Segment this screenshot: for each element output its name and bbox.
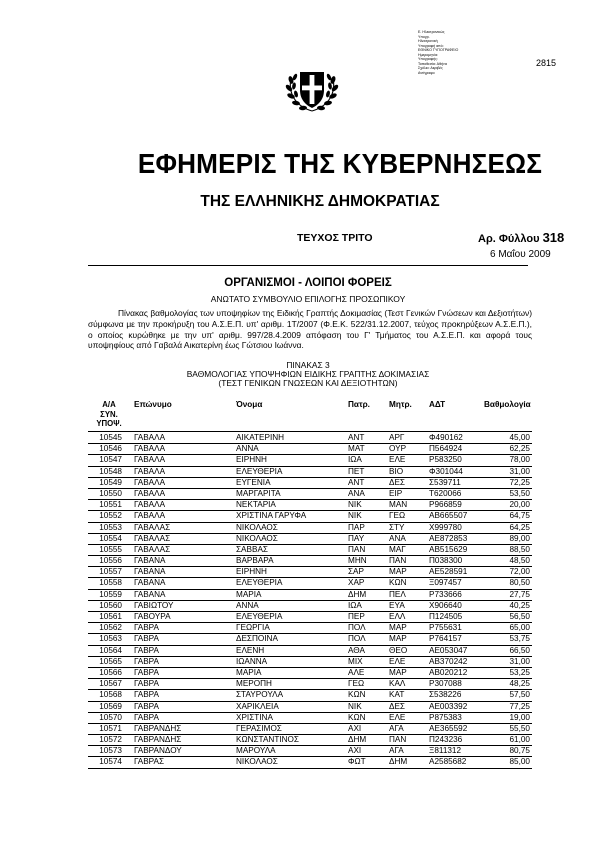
cell-id: ΑΕ872853 (429, 533, 468, 543)
table-row (0, 455, 595, 466)
cell-aa: 10556 (99, 556, 122, 566)
table-row (0, 702, 595, 713)
issue-label: ΤΕΥΧΟΣ ΤΡΙΤΟ (297, 232, 373, 244)
stamp-line: Υπογραφή από: (418, 43, 444, 48)
cell-score: 48,25 (509, 679, 530, 689)
cell-id: ΑΒ515629 (429, 544, 468, 554)
row-divider (88, 768, 532, 769)
cell-father: ΜΗΝ (348, 556, 367, 566)
cell-score: 78,00 (509, 455, 530, 465)
cell-aa: 10548 (99, 466, 122, 476)
cell-aa: 10558 (99, 578, 122, 588)
cell-score: 19,00 (509, 712, 530, 722)
cell-father: ΠΑΡ (348, 522, 365, 532)
cell-name: ΕΛΕΝΗ (236, 645, 265, 655)
cell-name: ΕΙΡΗΝΗ (236, 455, 267, 465)
cell-father: ΣΑΡ (348, 567, 364, 577)
cell-aa: 10563 (99, 634, 122, 644)
cell-mother: ΜΑΡ (389, 634, 407, 644)
sheet-number (478, 230, 564, 245)
score-table-body (0, 433, 595, 769)
cell-surname: ΓΑΒΡΑΝΔΗΣ (134, 723, 182, 733)
cell-name: ΑΝΝΑ (236, 444, 259, 454)
cell-score: 62,25 (509, 444, 530, 454)
cell-name: ΣΑΒΒΑΣ (236, 544, 268, 554)
cell-mother: ΕΛΛ (389, 612, 406, 621)
cell-name: ΑΙΚΑΤΕΡΙΝΗ (236, 433, 285, 442)
table-row (0, 601, 595, 612)
table-row (0, 489, 595, 500)
cell-surname: ΓΑΒΑΛΑΣ (134, 533, 171, 543)
cell-score: 27,75 (509, 589, 530, 599)
cell-score: 89,00 (509, 533, 530, 543)
cell-father: ΜΙΧ (348, 656, 363, 666)
gazette-subtitle: ΤΗΣ ΕΛΛΗΝΙΚΗΣ ΔΗΜΟΚΡΑΤΙΑΣ (200, 193, 440, 210)
cell-father: ΑΛΕ (348, 667, 365, 677)
cell-father: ΠΑΝ (348, 544, 366, 554)
table-row (0, 735, 595, 746)
table-title-line: ΒΑΘΜΟΛΟΓΙΑΣ ΥΠΟΨΗΦΙΩΝ ΕΙΔΙΚΗΣ ΓΡΑΠΤΗΣ ΔΟΚΙΜΑΣΙΑΣ (186, 369, 430, 379)
cell-name: ΝΙΚΟΛΑΟΣ (236, 757, 278, 767)
cell-aa: 10564 (99, 645, 122, 655)
cell-name: ΕΛΕΥΘΕΡΙΑ (236, 466, 283, 476)
cell-father: ΝΙΚ (348, 500, 362, 510)
cell-father: ΚΩΝ (348, 690, 366, 700)
cell-aa: 10574 (99, 757, 122, 767)
cell-name: ΧΑΡΙΚΛΕΙΑ (236, 701, 279, 711)
cell-id: ΑΕ003392 (429, 701, 468, 711)
cell-aa: 10565 (99, 656, 122, 666)
cell-mother: ΚΑΤ (389, 690, 405, 700)
table-row (0, 523, 595, 534)
cell-aa: 10569 (99, 701, 122, 711)
cell-mother: ΜΑΡ (389, 567, 407, 577)
cell-father: ΙΩΑ (348, 455, 362, 465)
cell-score: 56,50 (509, 612, 530, 621)
cell-name: ΑΝΝΑ (236, 600, 259, 610)
cell-score: 20,00 (509, 500, 530, 510)
cell-name: ΧΡΙΣΤΙΝΑ ΓΑΡΥΦΑ (236, 511, 307, 521)
cell-surname: ΓΑΒΡΑ (134, 701, 159, 711)
cell-id: Ρ583250 (429, 455, 462, 465)
cell-id: Τ620066 (429, 488, 462, 498)
stamp-line: Τοποθεσία: Αθήνα (418, 61, 447, 66)
cell-mother: ΕΛΕ (389, 656, 406, 666)
cell-aa: 10567 (99, 679, 122, 689)
cell-aa: 10555 (99, 544, 122, 554)
cell-score: 64,25 (509, 522, 530, 532)
cell-father: ΑΝΑ (348, 488, 365, 498)
cell-mother: ΠΑΝ (389, 735, 407, 745)
table-row (0, 578, 595, 589)
issue-date: 6 Μαΐου 2009 (490, 249, 551, 260)
cell-name: ΝΙΚΟΛΑΟΣ (236, 522, 278, 532)
cell-score: 57,50 (509, 690, 530, 700)
sheet-number-value: 318 (542, 230, 565, 245)
cell-score: 61,00 (509, 735, 530, 745)
cell-id: ΑΒ370242 (429, 656, 468, 666)
cell-score: 65,00 (509, 623, 530, 633)
stamp-line: Ε. Ηλεκτρονικώς (418, 30, 445, 34)
cell-id: Φ301044 (429, 466, 463, 476)
column-header-id: ΑΔΤ (429, 400, 446, 409)
cell-name: ΜΕΡΟΠΗ (236, 679, 272, 689)
cell-score: 48,50 (509, 556, 530, 566)
cell-surname: ΓΑΒΑΛΑ (134, 433, 166, 442)
cell-name: ΔΕΣΠΟΙΝΑ (236, 634, 278, 644)
page-number: 2815 (536, 58, 557, 68)
cell-surname: ΓΑΒΑΝΑ (134, 589, 166, 599)
cell-score: 72,00 (509, 567, 530, 577)
column-header-aa-line: Α/Α (102, 400, 116, 409)
table-row (0, 634, 595, 645)
cell-surname: ΓΑΒΡΑΣ (134, 757, 165, 767)
cell-surname: ΓΑΒΡΑ (134, 712, 159, 722)
cell-name: ΕΥΓΕΝΙΑ (236, 477, 271, 487)
table-title-line: ΠΙΝΑΚΑΣ 3 (286, 360, 330, 370)
table-row (0, 444, 595, 455)
cell-id: Ρ966859 (429, 500, 462, 510)
cell-aa: 10552 (99, 511, 122, 521)
stamp-line: Υπογρ. (418, 34, 430, 39)
cell-score: 85,00 (509, 757, 530, 767)
cell-father: ΑΧΙ (348, 723, 362, 733)
gazette-title: ΕΦΗΜΕΡΙΣ ΤΗΣ ΚΥΒΕΡΝΗΣΕΩΣ (137, 148, 543, 179)
cell-id: Σ538226 (429, 690, 462, 700)
cell-father: ΦΩΤ (348, 757, 366, 767)
cell-id: Χ906640 (429, 600, 462, 610)
cell-aa: 10570 (99, 712, 122, 722)
cell-father: ΠΕΡ (348, 612, 365, 621)
table-row (0, 545, 595, 556)
cell-aa: 10562 (99, 623, 122, 633)
cell-father: ΠΕΤ (348, 466, 365, 476)
cell-id: Ρ755631 (429, 623, 462, 633)
cell-father: ΠΑΥ (348, 533, 365, 543)
column-header-aa-line: ΥΠΟΨ. (96, 419, 122, 428)
cell-id: Ρ764157 (429, 634, 462, 644)
cell-father: ΔΗΜ (348, 589, 367, 599)
cell-id: Χ999780 (429, 522, 462, 532)
table-row (0, 500, 595, 511)
cell-surname: ΓΑΒΡΑΝΔΟΥ (134, 746, 182, 756)
cell-score: 72,25 (509, 477, 530, 487)
cell-mother: ΘΕΟ (389, 645, 408, 655)
cell-mother: ΜΑΓ (389, 544, 406, 554)
cell-surname: ΓΑΒΑΛΑΣ (134, 544, 171, 554)
cell-father: ΧΑΡ (348, 578, 365, 588)
cell-aa: 10572 (99, 735, 122, 745)
cell-id: Ρ733666 (429, 589, 462, 599)
cell-mother: ΕΛΕ (389, 455, 406, 465)
table-row (0, 612, 595, 623)
cell-name: ΚΩΝΣΤΑΝΤΙΝΟΣ (236, 735, 299, 745)
column-header-father: Πατρ. (348, 400, 370, 409)
cell-mother: ΕΥΑ (389, 600, 405, 610)
cell-surname: ΓΑΒΟΥΡΑ (134, 612, 171, 621)
cell-id: ΑΕ053047 (429, 645, 468, 655)
column-header-score: Βαθμολογία (484, 400, 531, 409)
cell-id: ΑΕ365592 (429, 723, 468, 733)
cell-surname: ΓΑΒΑΝΑ (134, 556, 166, 566)
cell-mother: ΑΝΑ (389, 533, 406, 543)
digital-signature-stamp (418, 30, 498, 75)
cell-id: Ξ811312 (429, 746, 462, 756)
cell-mother: ΠΕΛ (389, 589, 406, 599)
cell-aa: 10549 (99, 477, 122, 487)
cell-mother: ΔΗΜ (389, 757, 408, 767)
cell-aa: 10573 (99, 746, 122, 756)
cell-father: ΑΧΙ (348, 746, 362, 756)
cell-aa: 10557 (99, 567, 122, 577)
cell-id: Ρ875383 (429, 712, 462, 722)
cell-aa: 10545 (99, 433, 122, 442)
sheet-label: Αρ. Φύλλου (478, 233, 540, 245)
cell-surname: ΓΑΒΑΛΑΣ (134, 522, 171, 532)
cell-id: ΑΒ020212 (429, 667, 468, 677)
cell-surname: ΓΑΒΑΛΑ (134, 466, 166, 476)
cell-surname: ΓΑΒΑΛΑ (134, 500, 166, 510)
cell-aa: 10547 (99, 455, 122, 465)
cell-name: ΒΑΡΒΑΡΑ (236, 556, 274, 566)
cell-name: ΓΕΩΡΓΙΑ (236, 623, 270, 633)
cell-mother: ΓΕΩ (389, 511, 406, 521)
cell-father: ΝΙΚ (348, 701, 362, 711)
cell-father: ΙΩΑ (348, 600, 362, 610)
cell-aa: 10568 (99, 690, 122, 700)
cell-father: ΠΟΛ (348, 634, 366, 644)
cell-father: ΓΕΩ (348, 679, 365, 689)
cell-father: ΑΘΑ (348, 645, 365, 655)
cell-aa: 10559 (99, 589, 122, 599)
cell-surname: ΓΑΒΡΑ (134, 667, 159, 677)
greek-coat-of-arms-icon (283, 60, 341, 118)
cell-aa: 10571 (99, 723, 122, 733)
cell-score: 53,75 (509, 634, 530, 644)
cell-surname: ΓΑΒΡΑ (134, 623, 159, 633)
cell-score: 40,25 (509, 600, 530, 610)
stamp-line: Σχόλιο: Ακριβές (418, 66, 443, 70)
cell-id: Ξ097457 (429, 578, 462, 588)
stamp-line: Υπογραφής: (418, 57, 438, 61)
cell-id: ΑΕ528591 (429, 567, 468, 577)
cell-father: ΜΑΤ (348, 444, 365, 454)
cell-aa: 10561 (99, 612, 122, 621)
cell-surname: ΓΑΒΙΩΤΟΥ (134, 600, 174, 610)
table-row (0, 679, 595, 690)
table-row (0, 657, 595, 668)
table-row (0, 511, 595, 522)
cell-surname: ΓΑΒΡΑ (134, 690, 159, 700)
cell-aa: 10551 (99, 500, 122, 510)
table-row (0, 478, 595, 489)
cell-mother: ΣΤΥ (389, 522, 405, 532)
cell-aa: 10553 (99, 522, 122, 532)
cell-score: 53,25 (509, 667, 530, 677)
cell-mother: ΚΑΛ (389, 679, 406, 689)
table-row (0, 534, 595, 545)
column-header-name: Όνομα (236, 400, 263, 409)
cell-score: 55,50 (509, 723, 530, 733)
cell-surname: ΓΑΒΡΑΝΔΗΣ (134, 735, 182, 745)
cell-score: 53,50 (509, 488, 530, 498)
column-header-surname: Επώνυμο (134, 400, 172, 409)
cell-surname: ΓΑΒΑΛΑ (134, 488, 166, 498)
cell-mother: ΠΑΝ (389, 556, 407, 566)
cell-mother: ΜΑΡ (389, 623, 407, 633)
cell-score: 64,75 (509, 511, 530, 521)
cell-mother: ΑΓΑ (389, 746, 404, 756)
cell-name: ΕΛΕΥΘΕΡΙΑ (236, 578, 283, 588)
cell-name: ΝΙΚΟΛΑΟΣ (236, 533, 278, 543)
cell-name: ΧΡΙΣΤΙΝΑ (236, 712, 273, 722)
table-row (0, 623, 595, 634)
table-header-divider (88, 431, 532, 432)
table-row (0, 567, 595, 578)
table-title-line: (ΤΕΣΤ ΓΕΝΙΚΩΝ ΓΝΩΣΕΩΝ ΚΑΙ ΔΕΞΙΟΤΗΤΩΝ) (218, 378, 398, 388)
cell-name: ΕΙΡΗΝΗ (236, 567, 267, 577)
stamp-line: Αντίγραφο (418, 70, 435, 75)
cell-father: ΠΟΛ (348, 623, 366, 633)
cell-name: ΜΑΡΙΑ (236, 667, 262, 677)
cell-mother: ΕΙΡ (389, 488, 403, 498)
table-row (0, 690, 595, 701)
table-row (0, 590, 595, 601)
cell-aa: 10554 (99, 533, 122, 543)
cell-id: Π038300 (429, 556, 463, 566)
cell-mother: ΑΡΓ (389, 433, 405, 442)
cell-mother: ΔΕΣ (389, 701, 405, 711)
cell-score: 80,50 (509, 578, 530, 588)
cell-id: Α2585682 (429, 757, 467, 767)
column-header-aa-line: ΣΥΝ. (100, 409, 118, 419)
cell-mother: ΟΥΡ (389, 444, 407, 454)
cell-name: ΓΕΡΑΣΙΜΟΣ (236, 723, 282, 733)
cell-id: Π243236 (429, 735, 463, 745)
cell-surname: ΓΑΒΑΛΑ (134, 511, 166, 521)
cell-surname: ΓΑΒΑΝΑ (134, 578, 166, 588)
cell-aa: 10566 (99, 667, 122, 677)
cell-id: Π564924 (429, 444, 463, 454)
cell-surname: ΓΑΒΡΑ (134, 679, 159, 689)
table-row (0, 433, 595, 444)
cell-father: ΑΝΤ (348, 477, 365, 487)
column-header-aa (96, 400, 122, 429)
stamp-line: Ημερομηνία: (418, 52, 439, 57)
cell-score: 31,00 (509, 466, 530, 476)
cell-id: Φ490162 (429, 433, 463, 442)
cell-score: 66,50 (509, 645, 530, 655)
table-row (0, 713, 595, 724)
table-row (0, 467, 595, 478)
cell-score: 88,50 (509, 544, 530, 554)
cell-mother: ΕΛΕ (389, 712, 406, 722)
cell-surname: ΓΑΒΑΛΑ (134, 444, 166, 454)
council-name: ΑΝΩΤΑΤΟ ΣΥΜΒΟΥΛΙΟ ΕΠΙΛΟΓΗΣ ΠΡΟΣΩΠΙΚΟΥ (210, 294, 406, 304)
table-row (0, 724, 595, 735)
cell-mother: ΒΙΟ (389, 466, 404, 476)
table-row (0, 556, 595, 567)
table-row (0, 668, 595, 679)
cell-score: 31,00 (509, 656, 530, 666)
table-row (0, 646, 595, 657)
table-title (88, 361, 528, 388)
table-row (0, 746, 595, 757)
header-divider (88, 265, 528, 266)
stamp-line: ΕΘΝΙΚΟ ΤΥΠΟΓΡΑΦΕΙΟ (418, 48, 459, 52)
cell-name: ΣΤΑΥΡΟΥΛΑ (236, 690, 284, 700)
cell-name: ΜΑΡΙΑ (236, 589, 262, 599)
cell-surname: ΓΑΒΡΑ (134, 645, 159, 655)
cell-name: ΝΕΚΤΑΡΙΑ (236, 500, 276, 510)
cell-name: ΕΛΕΥΘΕΡΙΑ (236, 612, 283, 621)
cell-surname: ΓΑΒΑΝΑ (134, 567, 166, 577)
column-header-mother: Μητρ. (389, 400, 412, 409)
cell-father: ΝΙΚ (348, 511, 362, 521)
cell-id: Π124505 (429, 612, 463, 621)
announcement-paragraph: Πίνακας βαθμολογίας των υποψηφίων της Ειδικής Γραπτής Δοκιμασίας (Τεστ Γενικών Γνώσεων και Δεξιοτήτων) σύμφωνα με την προκήρυξη του Α.Σ.Ε.Π. υπ' αριθμ. 1Τ/2007 (Φ.Ε.Κ. 522/31.12.2007, τεύχος προκηρύξεων Α.Σ.Ε.Π.), ο οποίος κυρώθηκε με την υπ' αριθμ. 997/28.4.2009 απόφαση του Γ' Τμήματος του Α.Σ.Ε.Π. και αφορά τους υποψηφίους από Γαβαλά Αικατερίνη έως Γώτσιου Ιωάννα. (88, 308, 532, 351)
cell-surname: ΓΑΒΑΛΑ (134, 455, 166, 465)
cell-score: 77,25 (509, 701, 530, 711)
cell-surname: ΓΑΒΡΑ (134, 656, 159, 666)
cell-score: 45,00 (509, 433, 530, 442)
cell-mother: ΔΕΣ (389, 477, 405, 487)
cell-name: ΙΩΑΝΝΑ (236, 656, 268, 666)
cell-aa: 10550 (99, 488, 122, 498)
section-title: ΟΡΓΑΝΙΣΜΟΙ - ΛΟΙΠΟΙ ΦΟΡΕΙΣ (224, 277, 392, 289)
cell-father: ΔΗΜ (348, 735, 367, 745)
cell-mother: ΚΩΝ (389, 578, 407, 588)
cell-score: 80,75 (509, 746, 530, 756)
cell-mother: ΜΑΡ (389, 667, 407, 677)
cell-name: ΜΑΡΟΥΛΑ (236, 746, 276, 756)
cell-id: Σ539711 (429, 477, 461, 487)
cell-name: ΜΑΡΓΑΡΙΤΑ (236, 488, 281, 498)
cell-id: ΑΒ665507 (429, 511, 468, 521)
cell-mother: ΜΑΝ (389, 500, 408, 510)
cell-aa: 10560 (99, 600, 122, 610)
cell-father: ΑΝΤ (348, 433, 365, 442)
cell-mother: ΑΓΑ (389, 723, 404, 733)
table-row (0, 757, 595, 768)
cell-surname: ΓΑΒΡΑ (134, 634, 159, 644)
stamp-line: Ηλεκτρονική (418, 39, 438, 43)
cell-father: ΚΩΝ (348, 712, 366, 722)
cell-surname: ΓΑΒΑΛΑ (134, 477, 166, 487)
cell-aa: 10546 (99, 444, 122, 454)
cell-id: Ρ307088 (429, 679, 462, 689)
